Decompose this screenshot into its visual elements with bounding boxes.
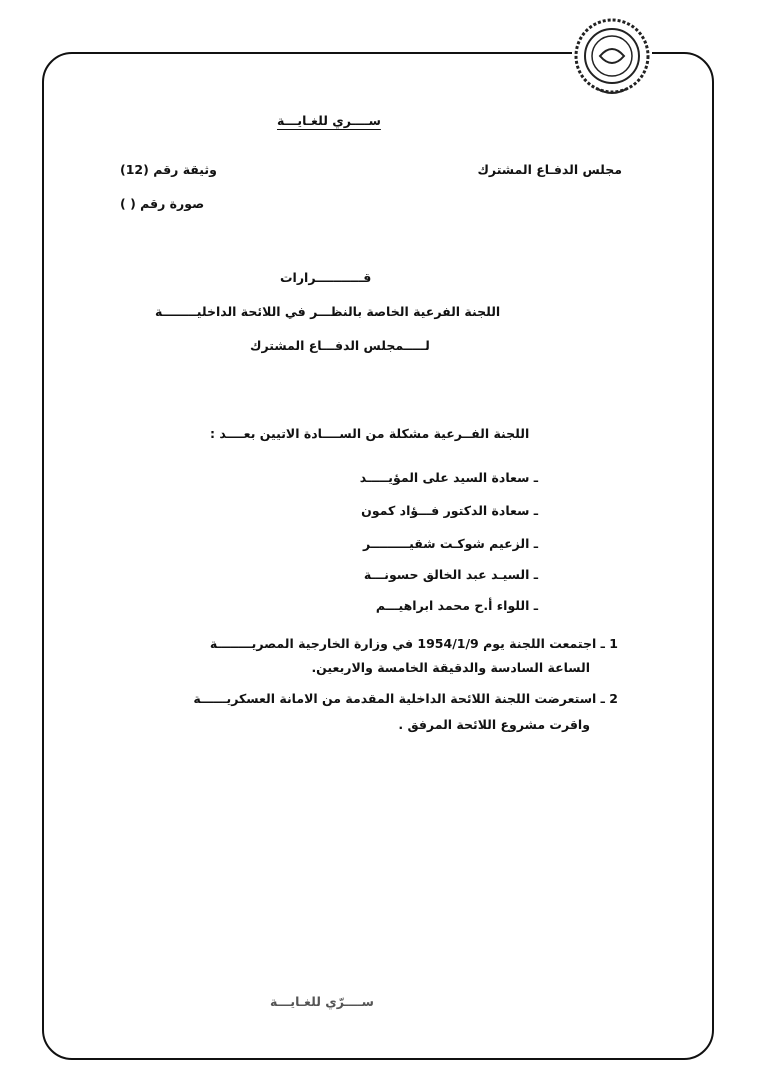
point-1-line-1: 1 ـ اجتمعت اللجنة يوم 1954/1/9 في وزارة الخارجية المصريــــــــة: [209, 636, 618, 651]
arab-league-seal: [572, 12, 652, 98]
seal-emblem-icon: [572, 12, 652, 98]
intro-text: اللجنة الفــرعية مشكلة من الســــادة الاتيين بعــــد :: [210, 426, 530, 441]
classification-top: ســــري للغـايـــة: [277, 113, 381, 128]
member-item: ـ سعادة السيد على المؤيـــــد: [359, 470, 538, 485]
document-number: وثيقة رقم (12): [120, 162, 217, 177]
member-item: ـ اللواء أ.ح محمد ابراهيـــم: [375, 598, 538, 613]
member-item: ـ السيـد عبد الخالق حسونـــة: [363, 567, 538, 582]
classification-bottom: ســــرّي للغـايـــة: [270, 994, 374, 1009]
point-1-line-2: الساعة السادسة والدقيقة الخامسة والاربعين.: [311, 660, 590, 675]
copy-number: صورة رقم ( ): [120, 196, 205, 211]
member-item: ـ سعادة الدكتور فـــؤاد كمون: [361, 503, 538, 518]
title-decisions: قـــــــــــرارات: [280, 270, 372, 285]
point-2-line-2: واقرت مشروع اللائحة المرفق .: [398, 717, 590, 732]
member-item: ـ الزعيم شوكـت شقيـــــــــر: [362, 536, 538, 551]
title-council: لـــــمجلس الدفـــاع المشترك: [250, 338, 430, 353]
title-committee: اللجنة الفرعية الخاصة بالنظـــر في اللائحة الداخليــــــــة: [155, 304, 501, 319]
point-2-line-1: 2 ـ استعرضت اللجنة اللائحة الداخلية المقدمة من الامانة العسكريــــــة: [193, 691, 618, 706]
council-name: مجلس الدفـاع المشترك: [477, 162, 622, 177]
